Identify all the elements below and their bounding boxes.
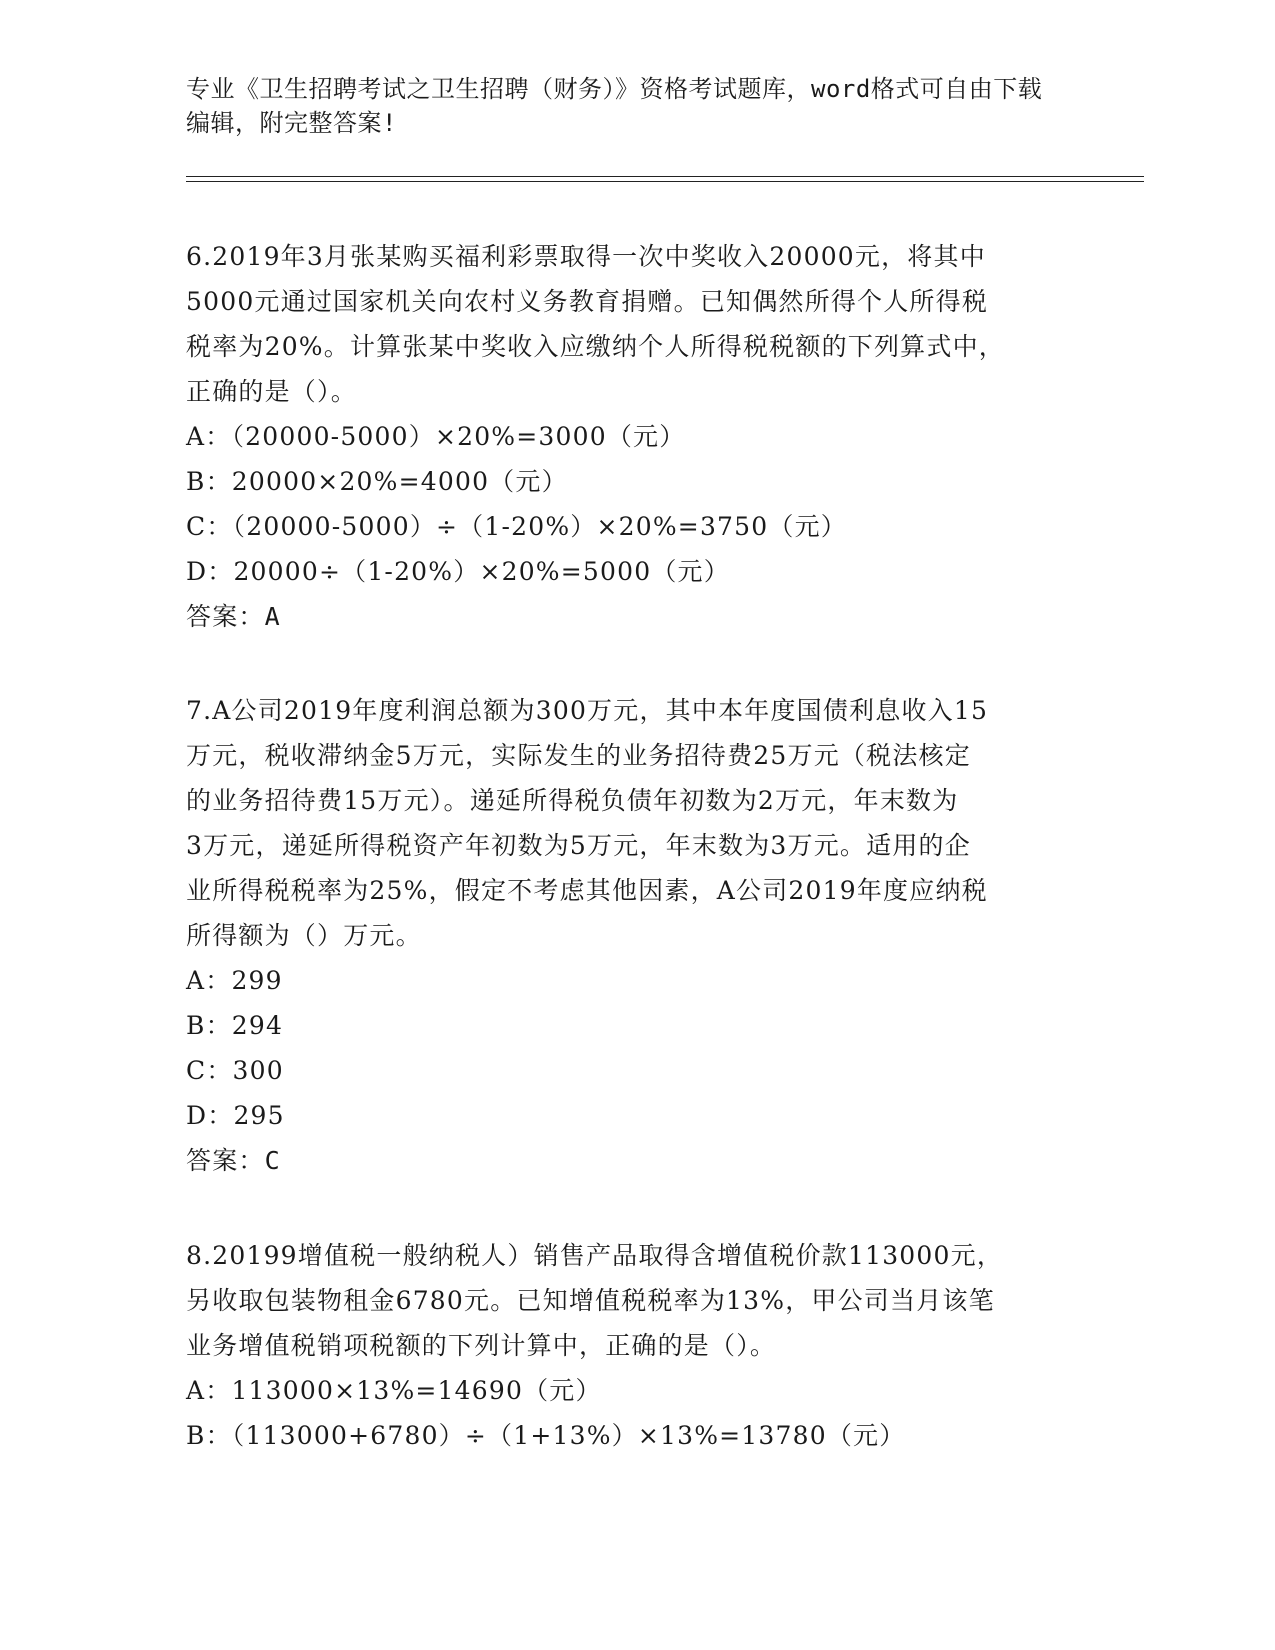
header-line-2: 编辑，附完整答案!	[186, 109, 397, 137]
option-d: D：20000÷（1-20%）×20%=5000（元）	[186, 557, 730, 586]
option-d: D：295	[186, 1101, 285, 1130]
question-text-line: 所得额为（）万元。	[186, 921, 422, 950]
question-text-line: 的业务招待费15万元）。递延所得税负债年初数为2万元，年末数为	[186, 786, 959, 815]
answer-label: 答案：C	[186, 1146, 281, 1175]
option-b: B：294	[186, 1011, 284, 1040]
document-header	[186, 72, 1086, 140]
question-text-line: 正确的是（）。	[186, 377, 357, 406]
option-b: B：20000×20%=4000（元）	[186, 467, 568, 496]
question-8	[186, 1233, 1086, 1458]
option-a: A：（20000-5000）×20%=3000（元）	[186, 422, 686, 451]
header-divider-top	[186, 176, 1144, 177]
question-text-line: 5000元通过国家机关向农村义务教育捐赠。已知偶然所得个人所得税	[186, 287, 989, 316]
option-a: A：299	[186, 966, 283, 995]
question-text-line: 6.2019年3月张某购买福利彩票取得一次中奖收入20000元，将其中	[186, 242, 986, 271]
header-line-1: 专业《卫生招聘考试之卫生招聘（财务）》资格考试题库，word格式可自由下载	[186, 75, 1043, 103]
question-text-line: 万元，税收滞纳金5万元，实际发生的业务招待费25万元（税法核定	[186, 741, 971, 770]
question-7	[186, 688, 1086, 1183]
option-c: C：（20000-5000）÷（1-20%）×20%=3750（元）	[186, 512, 847, 541]
answer-label: 答案：A	[186, 602, 281, 631]
option-b: B：（113000+6780）÷（1+13%）×13%=13780（元）	[186, 1421, 906, 1450]
question-text-line: 8.20199增值税一般纳税人）销售产品取得含增值税价款113000元，	[186, 1241, 1004, 1270]
question-text-line: 3万元，递延所得税资产年初数为5万元，年末数为3万元。适用的企	[186, 831, 971, 860]
question-text-line: 业务增值税销项税额的下列计算中，正确的是（）。	[186, 1331, 777, 1360]
question-text-line: 7.A公司2019年度利润总额为300万元，其中本年度国债利息收入15	[186, 696, 989, 725]
question-6	[186, 234, 1086, 639]
header-divider-bottom	[186, 181, 1144, 182]
option-c: C：300	[186, 1056, 284, 1085]
question-text-line: 税率为20%。计算张某中奖收入应缴纳个人所得税税额的下列算式中，	[186, 332, 1005, 361]
question-text-line: 另收取包装物租金6780元。已知增值税税率为13%，甲公司当月该笔	[186, 1286, 995, 1315]
question-text-line: 业所得税税率为25%，假定不考虑其他因素，A公司2019年度应纳税	[186, 876, 988, 905]
option-a: A：113000×13%=14690（元）	[186, 1376, 602, 1405]
